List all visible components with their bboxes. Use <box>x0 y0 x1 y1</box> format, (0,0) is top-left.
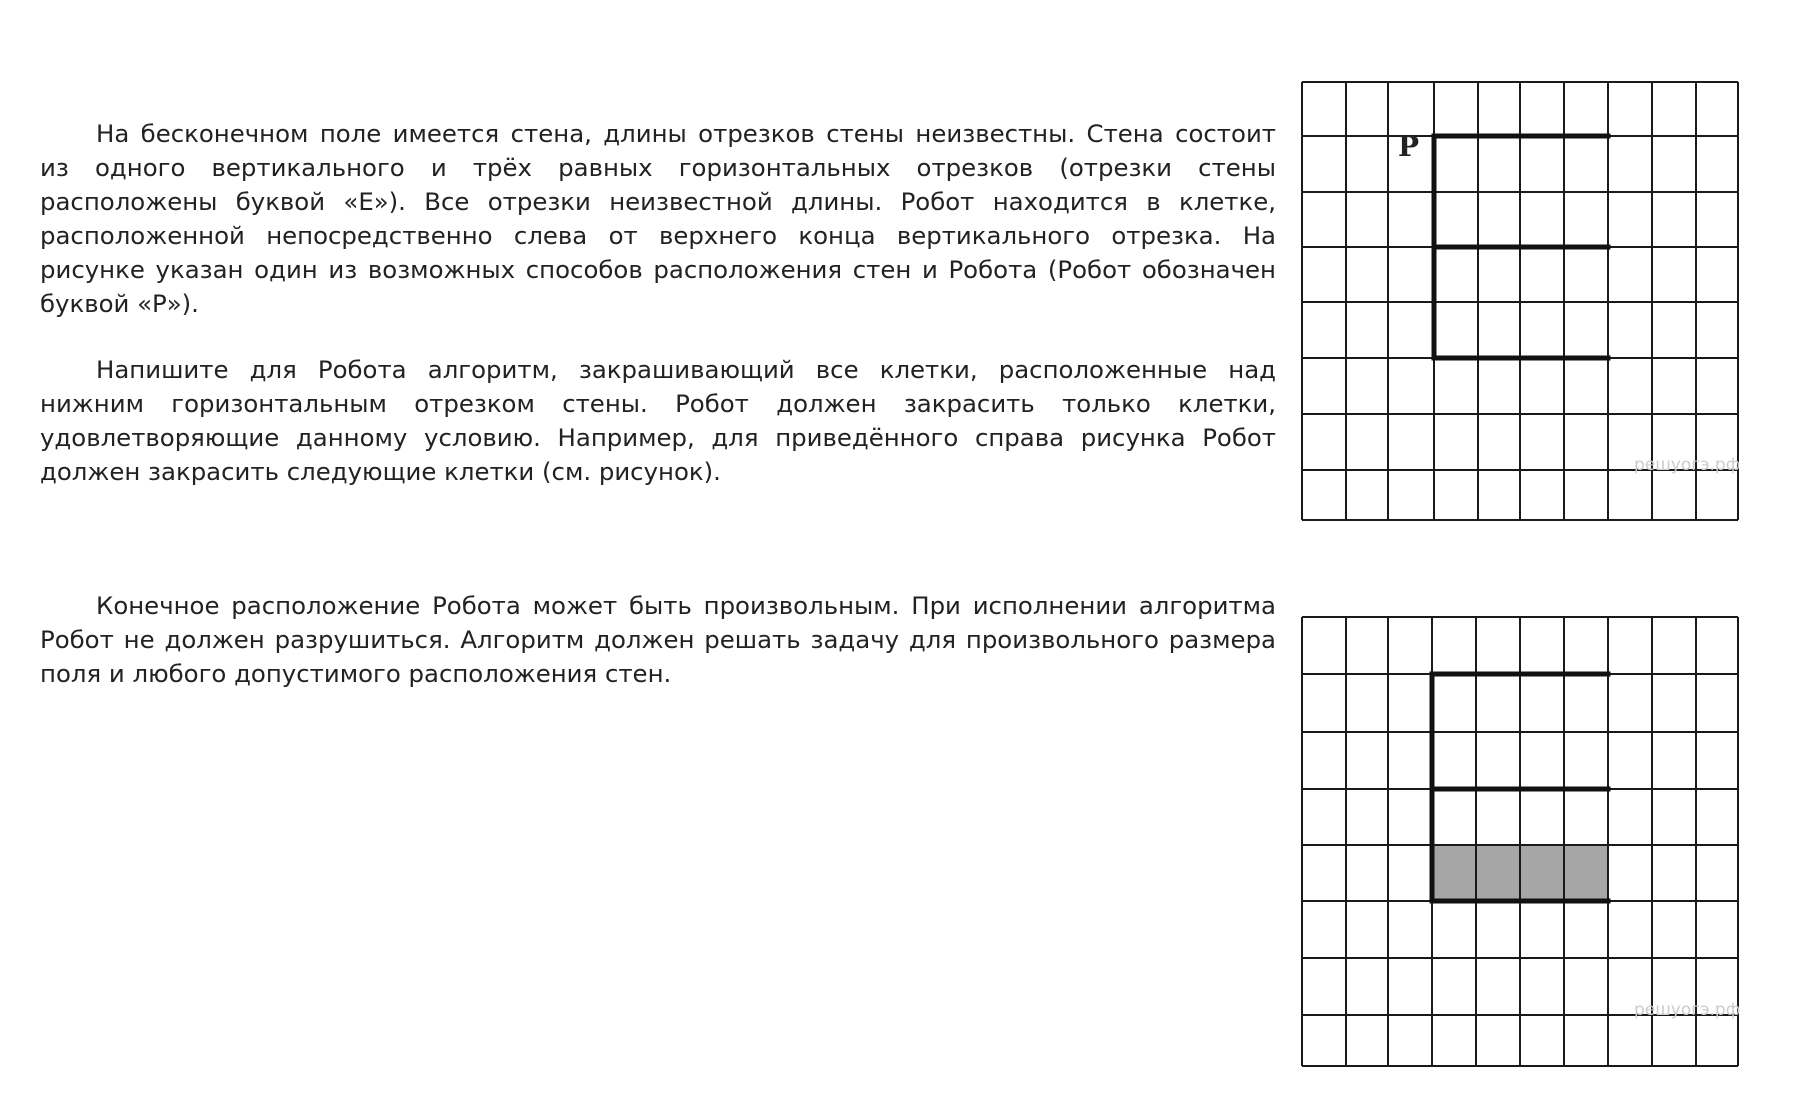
robot-marker: Р <box>1398 130 1420 163</box>
grid-result <box>1300 615 1740 1068</box>
painted-cell <box>1520 845 1564 901</box>
figure-initial-field <box>1300 80 1740 522</box>
task-paragraph-conditions: На бесконечном поле имеется стена, длины отрезков стены неизвестны. Стена состоит из одного вертикального и трёх равных горизонтальных отрезков (отрезки стены расположены буквой «E»). Все отрезки неизвестной длины. Робот находится в клетке, расположенной непосредственно слева от верхнего конца вертикального отрезка. На рисунке указан один из возможных способов расположения стен и Робота (Робот обозначен буквой «Р»). <box>40 119 1276 318</box>
figure-result-field <box>1300 615 1740 1068</box>
task-paragraph-goal: Напишите для Робота алгоритм, закрашивающий все клетки, расположенные над нижним горизонтальным отрезком стены. Робот должен закрасить только клетки, удовлетворяющие данному условию. Например, для приведённого справа рисунка Робот должен закрасить следующие клетки (см. рисунок). <box>40 355 1276 486</box>
watermark: решуогэ.рф <box>1634 1000 1741 1020</box>
watermark: решуогэ.рф <box>1634 455 1741 475</box>
painted-cell <box>1564 845 1608 901</box>
grid-lines-result <box>1302 617 1741 1066</box>
wall-e-shape <box>1434 136 1608 358</box>
painted-cell <box>1432 845 1476 901</box>
task-paragraph-constraints: Конечное расположение Робота может быть произвольным. При исполнении алгоритма Робот не должен разрушиться. Алгоритм должен решать задачу для произвольного размера поля и любого допустимого расположения стен. <box>40 591 1276 688</box>
painted-cell <box>1476 845 1520 901</box>
grid-initial <box>1300 80 1740 522</box>
